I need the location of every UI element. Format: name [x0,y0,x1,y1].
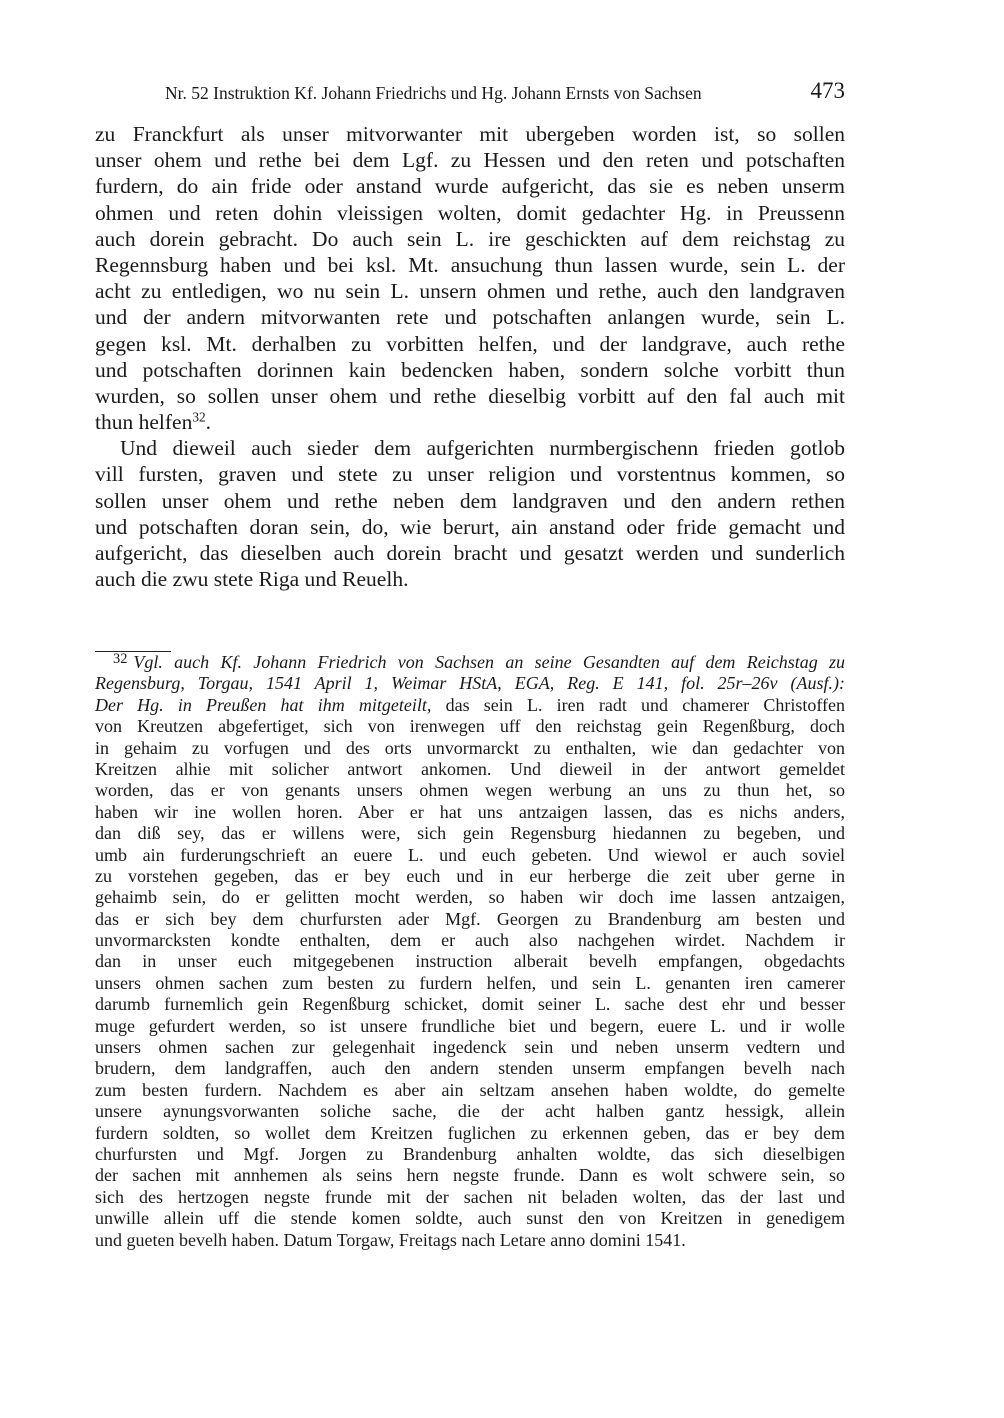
text-line: Regennsburg haben und bei ksl. Mt. ansuchung thun lassen wurde, sein L. der [95,252,845,277]
footnote-line [95,652,845,673]
text-line: zu Franckfurt als unser mitvorwanter mit ubergeben worden ist, so sollen [95,122,845,146]
text-line: aufgericht, das dieselben auch dorein bracht und gesatzt werden und sunderlich [95,541,845,565]
footnote-line: worden, das er von genants unsers ohmen wegen werbung an uns zu thun het, so [95,780,845,801]
text-line: und potschaften doran sein, do, wie berurt, ain anstand oder fride gemacht und [95,514,845,539]
text-line: acht zu entledigen, wo nu sein L. unsern ohmen und rethe, auch den landgraven [95,279,845,304]
citation-text: Vgl. auch Kf. Johann Friedrich von Sachsen an seine Gesandten auf dem Reichstag zu [133,652,845,672]
text-line: thun helfen$^{32}$. [95,409,212,435]
text-line: unser ohem und rethe bei dem Lgf. zu Hessen und den reten und potschaften [95,148,845,173]
text-line: ohmen und reten dohin vleissigen wolten, domit gedachter Hg. in Preussenn [95,200,845,225]
footnote-line: unvormarcksten kondte enthalten, dem er auch also nachgehen wirdet. Nachdem ir [95,930,845,951]
footnote-line: unwille allein uff die stende komen soldte, auch sunst den von Kreitzen in genedigem [95,1208,845,1229]
footnote-line: umb ain furderungschrieft an euere L. und euch gebeten. Und wiewol er auch soviel [95,844,845,865]
footnote-line: darumb furnemlich gein Regenßburg schicket, domit seiner L. sache dest ehr und besser [95,994,845,1015]
footnote-line: das er sich bey dem churfursten ader Mgf. Georgen zu Brandenburg am besten und [95,908,845,929]
footnote-line: von Kreutzen abgefertiget, sich von irenwegen uff den reichstag gein Regenßburg, doch [95,716,845,737]
citation-text: Der Hg. in Preußen hat ihm mitgeteilt, [95,694,432,715]
running-title: Nr. 52 Instruktion Kf. Johann Friedrichs und Hg. Johann Ernsts von Sachsen [165,83,702,103]
footnote-line: unsers ohmen sachen zur gelegenhait ingedenck sein und neben unserm vedtern und [95,1037,845,1058]
text-line: auch dorein gebracht. Do auch sein L. ire geschickten auf dem reichstag zu [95,226,845,251]
footnote-line: der sachen mit annhemen als seins hern negste frunde. Dann es wolt schwere sein, so [95,1165,845,1186]
footnote-line: Kreitzen alhie mit solicher antwort ankomen. Und dieweil in der antwort gemeldet [95,758,845,779]
text-line: auch die zwu stete Riga und Reuelh. [95,567,409,592]
footnote-line: churfursten und Mgf. Jorgen zu Brandenburg anhalten woldte, das sich dieselbigen [95,1143,845,1164]
footnote-line: muge gefurdert werden, so ist unsere frundliche biet und begern, euere L. und ir wolle [95,1015,845,1036]
footnote-line: sich des hertzogen negste frunde mit der sachen nit beladen wolten, das der last und [95,1186,845,1207]
footnote-line: haben wir ine wollen horen. Aber er hat uns antzaigen lassen, das es nichs anders, [95,801,845,822]
footnote-line: gehaimb sein, do er gelitten mocht werden, so haben wir doch ime lassen antzaigen, [95,887,845,908]
text-line: wurden, so sollen unser ohem und rethe dieselbig vorbitt auf den fal auch mit [95,383,845,408]
footnote-32 [95,652,845,1251]
text-line: vill fursten, graven und stete zu unser religion und vorstentnus kommen, so [95,462,845,487]
citation-text: Regensburg, Torgau, 1541 April 1, Weimar HStA, EGA, Reg. E 141, fol. 25r–26v (Ausf.): [95,673,845,694]
text-line: gegen ksl. Mt. derhalben zu vorbitten helfen, und der landgrave, auch rethe [95,331,845,356]
footnote-line: furdern soldten, so wollet dem Kreitzen fuglichen zu erkennen geben, das er bey dem [95,1122,845,1143]
main-text [95,121,845,592]
footnote-line: in gehaim zu vorfugen und des orts unvormarckt zu enthalten, wie dan gedachter von [95,737,845,758]
footnote-reference: 32 [192,409,206,425]
text-line: sollen unser ohem und rethe neben dem landgraven und den andern rethen [95,488,845,513]
page-number: 473 [810,78,845,103]
footnote-line: dan in unser euch mitgegebenen instruction alberait bevelh empfangen, obgedachts [95,951,845,972]
text-line: und der andern mitvorwanten rete und potschaften anlangen wurde, sein L. [95,305,845,330]
footnote-line: brudern, dem landgraffen, auch den andern stenden unserm empfangen bevelh nach [95,1058,845,1079]
footnote-number: 32 [113,650,128,667]
footnote-line: und gueten bevelh haben. Datum Torgaw, Freitags nach Letare anno domini 1541. [95,1229,686,1250]
footnote-line: dan diß sey, das er willens were, sich gein Regensburg hiedannen zu begeben, und [95,823,845,844]
text-line: und potschaften dorinnen kain bedencken haben, sondern solche vorbitt thun [95,357,845,382]
footnote-line: zum besten furdern. Nachdem es aber ain seltzam ansehen haben woldte, do gemelte [95,1079,845,1100]
text-line: Und dieweil auch sieder dem aufgerichten nurmbergischenn frieden gotlob [120,436,845,461]
footnote-line: unsers ohmen sachen zum besten zu furdern helfen, und sein L. genanten iren camerer [95,972,845,993]
text-line: furdern, do ain fride oder anstand wurde aufgericht, das sie es neben unserm [95,174,845,199]
footnote-line: Der Hg. in Preußen hat ihm mitgeteilt, das sein L. iren radt und chamerer Christoffen [95,694,845,715]
running-header [95,80,845,108]
footnote-line [95,673,845,694]
footnote-line: zu vorstehen gegeben, das er bey euch und in eur herberge die zeit uber gerne in [95,865,845,886]
footnote-line: unsere aynungsvorwanten soliche sache, die der acht halben gantz hessigk, allein [95,1101,845,1122]
